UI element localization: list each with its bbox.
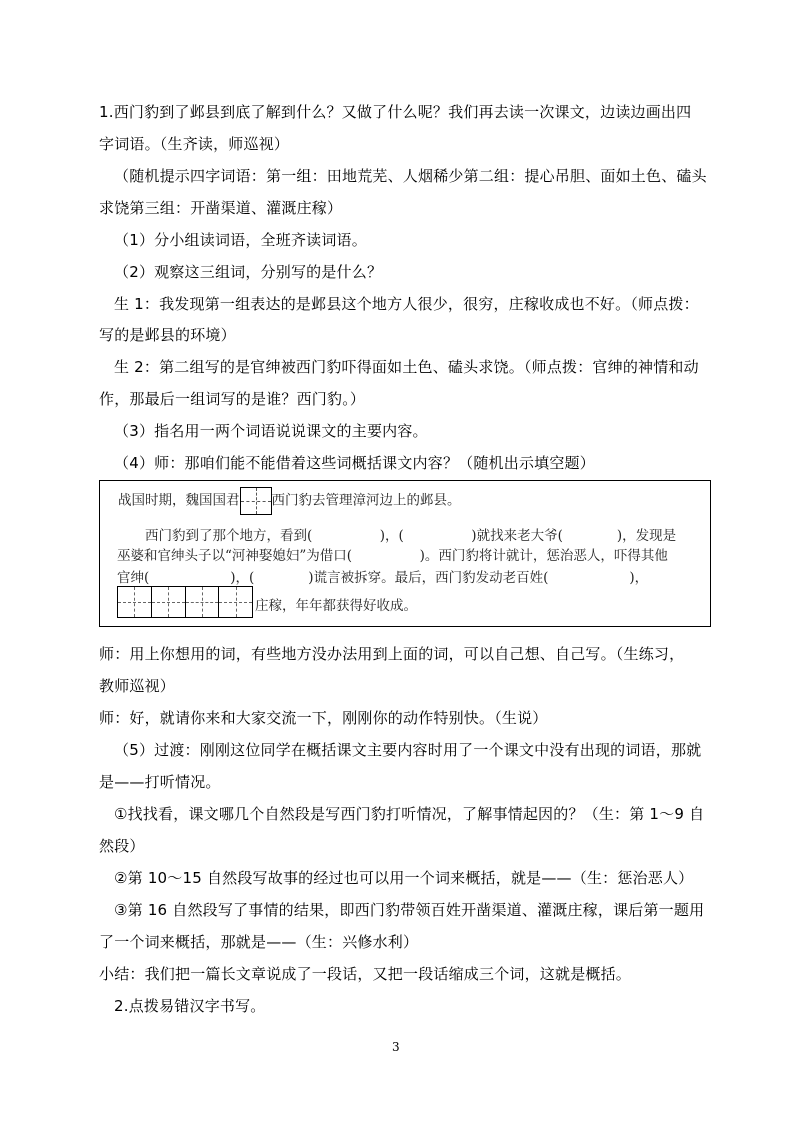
paragraph-line: 然段）	[99, 837, 145, 855]
fill-line-1-start: 战国时期，魏国国君	[118, 492, 240, 509]
paragraph-line: 字词语。（生齐读，师巡视）	[99, 135, 290, 153]
fill-line-2: 西门豹到了那个地方，看到( )，( )就找来老大爷( )，发现是	[145, 528, 677, 544]
paragraph-line: 是——打听情况。	[99, 773, 221, 791]
fill-line-3: 巫婆和官绅头子以“河神娶媳妇”为借口( )。西门豹将计就计，惩治恶人，吓得其他	[117, 548, 668, 564]
fill-line-4: 官绅( )，( )谎言被拆穿。最后，西门豹发动老百姓( )，	[117, 570, 649, 586]
paragraph-line: 生 1：我发现第一组表达的是邺县这个地方人很少，很穷，庄稼收成也不好。（师点拨：	[114, 295, 699, 313]
paragraph-line: （5）过渡：刚刚这位同学在概括课文主要内容时用了一个课文中没有出现的词语，那就	[114, 741, 702, 759]
paragraph-line: （3）指名用一两个词语说说课文的主要内容。	[114, 422, 428, 440]
paragraph-line: 1.西门豹到了邺县到底了解到什么？又做了什么呢？我们再去读一次课文，边读边画出四	[99, 103, 692, 121]
paragraph-line: （1）分小组读词语，全班齐读词语。	[114, 231, 367, 249]
fill-line-1	[118, 487, 461, 515]
paragraph-line: 小结：我们把一篇长文章说成了一段话，又把一段话缩成三个词，这就是概括。	[99, 965, 632, 983]
paragraph-line: 2.点拨易错汉字书写。	[114, 997, 266, 1015]
paragraph-line: 作，那最后一组词写的是谁？西门豹。）	[99, 390, 366, 408]
paragraph-line: ①找找看，课文哪几个自然段是写西门豹打听情况，了解事情起因的？（生：第 1～9 自	[114, 805, 705, 823]
paragraph-line: （2）观察这三组词，分别写的是什么？	[114, 263, 383, 281]
paragraph-line: 写的是邺县的环境）	[99, 326, 236, 344]
paragraph-line: 生 2：第二组写的是官绅被西门豹吓得面如土色、磕头求饶。（师点拨：官绅的神情和动	[114, 358, 699, 376]
paragraph-line: 师：好，就请你来和大家交流一下，刚刚你的动作特别快。（生说）	[99, 709, 548, 727]
paragraph-line: 了一个词来概括，那就是——（生：兴修水利）	[99, 933, 419, 951]
fill-line-5: 庄稼，年年都获得好收成。	[255, 598, 417, 614]
paragraph-line: ③第 16 自然段写了事情的结果，即西门豹带领百姓开凿渠道、灌溉庄稼，课后第一题用	[114, 901, 705, 919]
tianzi-grid-cell	[240, 487, 272, 515]
paragraph-line: （4）师：那咱们能不能借着这些词概括课文内容？（随机出示填空题）	[114, 454, 595, 472]
fill-in-blank-box	[99, 480, 711, 627]
paragraph-line: 求饶第三组：开凿渠道、灌溉庄稼）	[99, 199, 343, 217]
paragraph-line: （随机提示四字词语：第一组：田地荒芜、人烟稀少第二组：提心吊胆、面如土色、磕头	[114, 167, 707, 185]
paragraph-line: ②第 10～15 自然段写故事的经过也可以用一个词来概括，就是——（生：惩治恶人）	[114, 869, 694, 887]
four-char-grid	[117, 586, 253, 618]
fill-line-1-end: 西门豹去管理漳河边上的邺县。	[271, 492, 461, 509]
paragraph-line: 师：用上你想用的词，有些地方没办法用到上面的词，可以自己想、自己写。（生练习，	[99, 645, 685, 663]
page-number: 3	[392, 1040, 400, 1054]
paragraph-line: 教师巡视）	[99, 677, 176, 695]
